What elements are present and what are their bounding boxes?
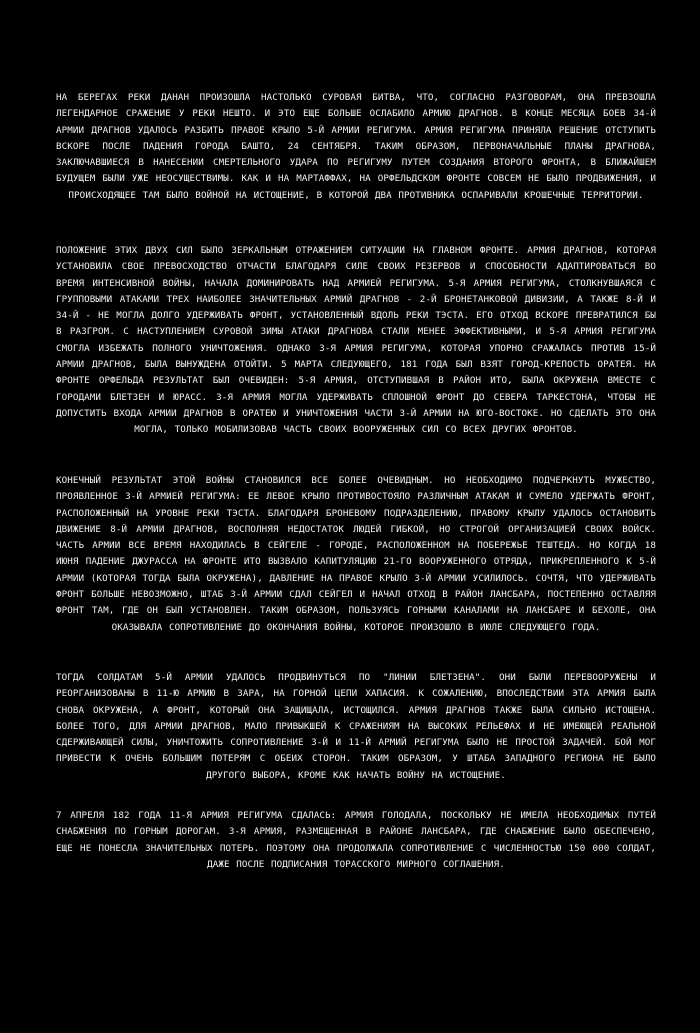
paragraph-third-army-courage: КОНЕЧНЫЙ РЕЗУЛЬТАТ ЭТОЙ ВОЙНЫ СТАНОВИЛСЯ ВСЕ БОЛЕЕ ОЧЕВИДНЫМ. НО НЕОБХОДИМО ПОДЧЕРКНУТЬ МУЖЕСТВО, ПРОЯВЛЕННОЕ 3-Й АРМИЕЙ РЕГИГУМА: ЕЕ ЛЕВОЕ КРЫЛО ПРОТИВОСТОЯЛО РАЗЛИЧНЫМ АТАКАМ И СУМЕЛО УДЕРЖАТЬ ФРОНТ, РАСПОЛОЖЕННЫЙ НА УРОВНЕ РЕКИ ТЭСТА. БЛАГОДАРЯ БРОНЕВОМУ ПОДРАЗДЕЛЕНИЮ, ПРАВОМУ КРЫЛУ УДАЛОСЬ ОСТАНОВИТЬ ДВИЖЕНИЕ 8-Й АРМИИ ДРАГНОВ, ВОСПОЛНЯЯ НЕДОСТАТОК ЛЮДЕЙ ГИБКОЙ, НО СТРОГОЙ ОРГАНИЗАЦИЕЙ СВОИХ ВОЙСК. ЧАСТЬ АРМИИ ВСЕ ВРЕМЯ НАХОДИЛАСЬ В СЕЙГЕЛЕ - ГОРОДЕ, РАСПОЛОЖЕННОМ НА ПОБЕРЕЖЬЕ ТЕШТЕДА. НО КОГДА 18 ИЮНЯ ПАДЕНИЕ ДЖУРАССА НА ФРОНТЕ ИТО ВЫЗВАЛО КАПИТУЛЯЦИЮ 21-ГО ВООРУЖЕННОГО ОТРЯДА, ПРИКРЕПЛЕННОГО К 5-Й АРМИИ (КОТОРАЯ ТОГДА БЫЛА ОКРУЖЕНА), ДАВЛЕНИЕ НА ПРАВОЕ КРЫЛО 3-Й АРМИИ УСИЛИЛОСЬ. СОЧТЯ, ЧТО УДЕРЖИВАТЬ ФРОНТ БОЛЬШЕ НЕВОЗМОЖНО, ШТАБ 3-Й АРМИИ СДАЛ СЕЙГЕЛ И НАЧАЛ ОТХОД В РАЙОН ЛАНСБАРА, ПОСТЕПЕННО ОСТАВЛЯЯ ФРОНТ ТАМ, ГДЕ ОН БЫЛ УСТАНОВЛЕН. ТАКИМ ОБРАЗОМ, ПОЛЬЗУЯСЬ ГОРНЫМИ КАНАЛАМИ НА ЛАНСБАРЕ И БЕХОЛЕ, ОНА ОКАЗЫВАЛА СОПРОТИВЛЕНИЕ ДО ОКОНЧАНИЯ ВОЙНЫ, КОТОРОЕ ПРОИЗОШЛО В ИЮЛЕ СЛЕДУЮЩЕГО ГОДА. [56, 475, 656, 633]
paragraph-blettzen-line: ТОГДА СОЛДАТАМ 5-Й АРМИИ УДАЛОСЬ ПРОДВИНУТЬСЯ ПО "ЛИНИИ БЛЕТЗЕНА". ОНИ БЫЛИ ПЕРЕВООРУЖЕНЫ И РЕОРГАНИЗОВАНЫ В 11-Ю АРМИЮ В ЗАРА, НА ГОРНОЙ ЦЕПИ ХАПАСИЯ. К СОЖАЛЕНИЮ, ВПОСЛЕДСТВИИ ЭТА АРМИЯ БЫЛА СНОВА ОКРУЖЕНА, А ФРОНТ, КОТОРЫЙ ОНА ЗАЩИЩАЛА, ИСТОЩИЛСЯ. АРМИЯ ДРАГНОВ ТАКЖЕ БЫЛА СИЛЬНО ИСТОЩЕНА. БОЛЕЕ ТОГО, ДЛЯ АРМИИ ДРАГНОВ, МАЛО ПРИВЫКШЕЙ К СРАЖЕНИЯМ НА ВЫСОКИХ РЕЛЬЕФАХ И НЕ ИМЕЮЩЕЙ РЕАЛЬНОЙ СДЕРЖИВАЮЩЕЙ СИЛЫ, УНИЧТОЖИТЬ СОПРОТИВЛЕНИЕ 3-Й И 11-Й АРМИЙ РЕГИГУМА БЫЛО НЕ ПРОСТОЙ ЗАДАЧЕЙ. БОЙ МОГ ПРИВЕСТИ К ОЧЕНЬ БОЛЬШИМ ПОТЕРЯМ С ОБЕИХ СТОРОН. ТАКИМ ОБРАЗОМ, У ШТАБА ЗАПАДНОГО РЕГИОНА НЕ БЫЛО ДРУГОГО ВЫБОРА, КРОМЕ КАК НАЧАТЬ ВОЙНУ НА ИСТОЩЕНИЕ. [56, 672, 656, 781]
paragraph-surrender: 7 АПРЕЛЯ 182 ГОДА 11-Я АРМИЯ РЕГИГУМА СДАЛАСЬ: АРМИЯ ГОЛОДАЛА, ПОСКОЛЬКУ НЕ ИМЕЛА НЕОБХОДИМЫХ ПУТЕЙ СНАБЖЕНИЯ ПО ГОРНЫМ ДОРОГАМ. 3-Я АРМИЯ, РАЗМЕЩЕННАЯ В РАЙОНЕ ЛАНСБАРА, ГДЕ СНАБЖЕНИЕ БЫЛО ОБЕСПЕЧЕНО, ЕЩЕ НЕ ПОНЕСЛА ЗНАЧИТЕЛЬНЫХ ПОТЕРЬ. ПОЭТОМУ ОНА ПРОДОЛЖАЛА СОПРОТИВЛЕНИЕ С ЧИСЛЕННОСТЬЮ 150 000 СОЛДАТ, ДАЖЕ ПОСЛЕ ПОДПИСАНИЯ ТОРАCCКОГО МИРНОГО СОГЛАШЕНИЯ. [56, 810, 656, 870]
paragraph-mirror-situation: ПОЛОЖЕНИЕ ЭТИХ ДВУХ СИЛ БЫЛО ЗЕРКАЛЬНЫМ ОТРАЖЕНИЕМ СИТУАЦИИ НА ГЛАВНОМ ФРОНТЕ. АРМИЯ ДРАГНОВ, КОТОРАЯ УСТАНОВИЛА СВОЕ ПРЕВОСХОДСТВО ОТЧАСТИ БЛАГОДАРЯ СИЛЕ СВОИХ РЕЗЕРВОВ И СПОСОБНОСТИ АДАПТИРОВАТЬСЯ ВО ВРЕМЯ ИНТЕНСИВНОЙ ВОЙНЫ, НАЧАЛА ДОМИНИРОВАТЬ НАД АРМИЕЙ РЕГИГУМА. 5-Я АРМИЯ РЕГИГУМА, СТОЛКНУВШАЯСЯ С ГРУППОВЫМИ АТАКАМИ ТРЕХ НАИБОЛЕЕ ЗНАЧИТЕЛЬНЫХ АРМИЙ ДРАГНОВ - 2-Й БРОНЕТАНКОВОЙ ДИВИЗИИ, А ТАКЖЕ 8-Й И 34-Й - НЕ МОГЛА ДОЛГО УДЕРЖИВАТЬ ФРОНТ, УСТАНОВЛЕННЫЙ ВДОЛЬ РЕКИ ТЭСТА. ЕГО ОТХОД ВСКОРЕ ПРЕВРАТИЛСЯ БЫ В РАЗГРОМ. С НАСТУПЛЕНИЕМ СУРОВОЙ ЗИМЫ АТАКИ ДРАГНОВА СТАЛИ МЕНЕЕ ЭФФЕКТИВНЫМИ, И 5-Я АРМИЯ РЕГИГУМА СМОГЛА ИЗБЕЖАТЬ ПОЛНОГО УНИЧТОЖЕНИЯ. ОДНАКО 3-Я АРМИЯ РЕГИГУМА, КОТОРАЯ УПОРНО СРАЖАЛАСЬ ПРОТИВ 15-Й АРМИИ ДРАГНОВ, БЫЛА ВЫНУЖДЕНА ОТОЙТИ. 5 МАРТА СЛЕДУЮЩЕГО, 181 ГОДА БЫЛ ВЗЯТ ГОРОД-КРЕПОСТЬ ОРАТЕЯ. НА ФРОНТЕ ОРФЕЛЬДА РЕЗУЛЬТАТ БЫЛ ОЧЕВИДЕН: 5-Я АРМИЯ, ОТСТУПИВШАЯ В РАЙОН ИТО, БЫЛА ОКРУЖЕНА ВМЕСТЕ С ГОРОДАМИ БЛЕТЗЕН И ЮРАСС. 3-Я АРМИЯ МОГЛА УДЕРЖИВАТЬ СПЛОШНОЙ ФРОНТ ДО СЕВЕРА ТАРКЕСТОНА, ЧТОБЫ НЕ ДОПУСТИТЬ ВХОДА АРМИИ ДРАГНОВ В ОРАТЕЮ И УНИЧТОЖЕНИЯ ЧАСТИ 3-Й АРМИИ НА ЮГО-ВОСТОКЕ. НО СДЕЛАТЬ ЭТО ОНА МОГЛА, ТОЛЬКО МОБИЛИЗОВАВ ЧАСТЬ СВОИХ ВООРУЖЕННЫХ СИЛ СО ВСЕХ ДРУГИХ ФРОНТОВ. [56, 245, 656, 436]
paragraph-battle-danan: НА БЕРЕГАХ РЕКИ ДАНАН ПРОИЗОШЛА НАСТОЛЬКО СУРОВАЯ БИТВА, ЧТО, СОГЛАСНО РАЗГОВОРАМ, ОНА ПРЕВЗОШЛА ЛЕГЕНДАРНОЕ СРАЖЕНИЕ У РЕКИ НЕШТО. И ЭТО ЕЩЕ БОЛЬШЕ ОСЛАБИЛО АРМИЮ ДРАГНОВ. В КОНЦЕ МЕСЯЦА БОЕВ 34-Й АРМИИ ДРАГНОВ УДАЛОСЬ РАЗБИТЬ ПРАВОЕ КРЫЛО 5-Й АРМИИ РЕГИГУМА. АРМИЯ РЕГИГУМА ПРИНЯЛА РЕШЕНИЕ ОТСТУПИТЬ ВСКОРЕ ПОСЛЕ ПАДЕНИЯ ГОРОДА БАШТО, 24 СЕНТЯБРЯ. ТАКИМ ОБРАЗОМ, ПЕРВОНАЧАЛЬНЫЕ ПЛАНЫ ДРАГНОВА, ЗАКЛЮЧАВШИЕСЯ В НАНЕСЕНИИ СМЕРТЕЛЬНОГО УДАРА ПО РЕГИГУМУ ПУТЕМ СОЗДАНИЯ ВТОРОГО ФРОНТА, В БЛИЖАЙШЕМ БУДУЩЕМ БЫЛИ УЖЕ НЕОСУЩЕСТВИМЫ. КАК И НА МАРТАФФАХ, НА ОРФЕЛЬДСКОМ ФРОНТЕ СОВСЕМ НЕ БЫЛО ПРОДВИЖЕНИЯ, И ПРОИСХОДЯЩЕЕ ТАМ БЫЛО ВОЙНОЙ НА ИСТОЩЕНИЕ, В КОТОРОЙ ДВА ПРОТИВНИКА ОСПАРИВАЛИ КРОШЕЧНЫЕ ТЕРРИТОРИИ. [56, 92, 656, 201]
